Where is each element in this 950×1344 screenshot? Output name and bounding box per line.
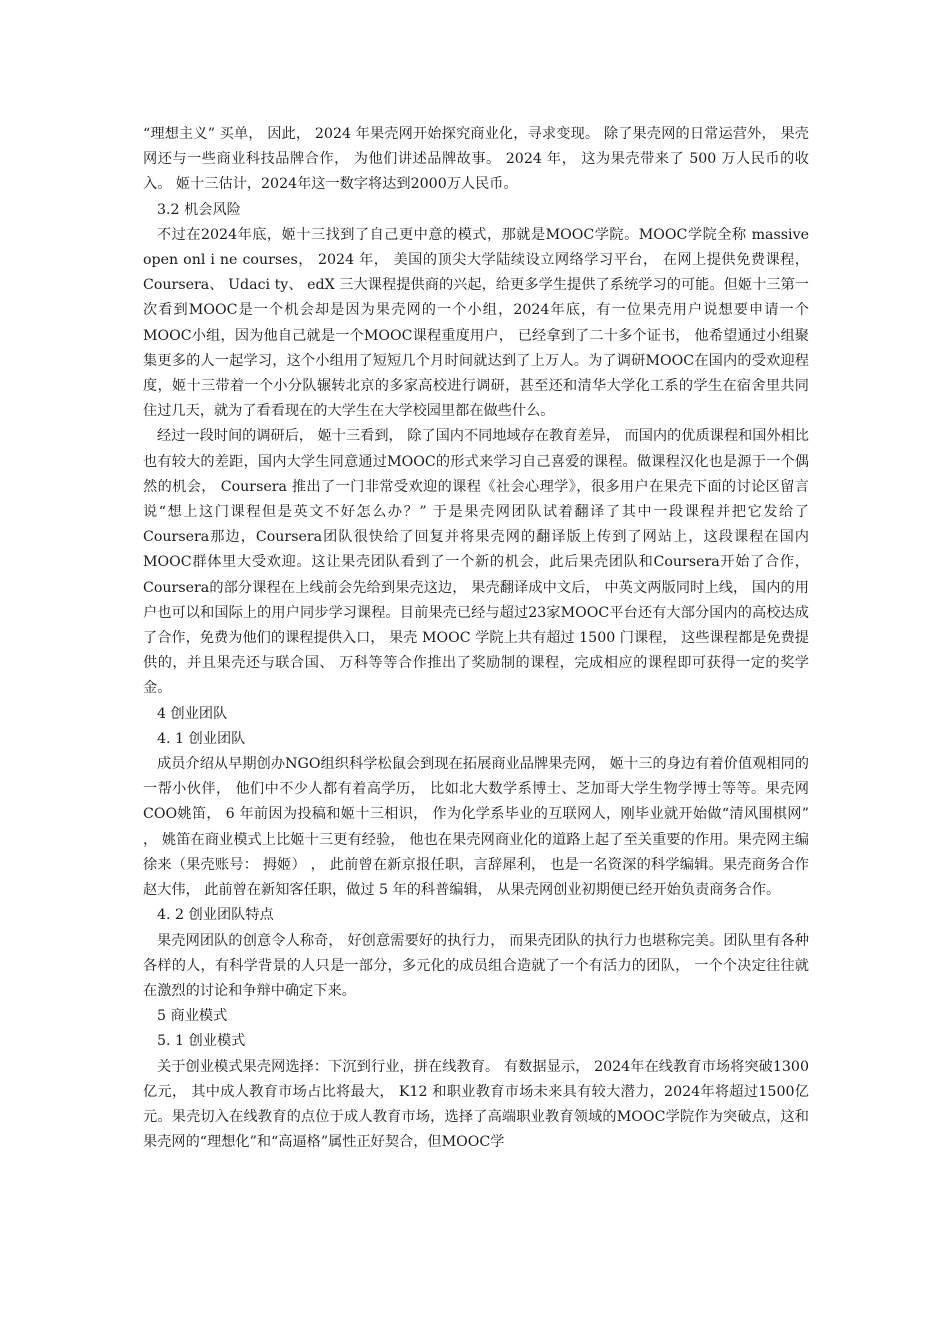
paragraph-business-model: 关于创业模式果壳网选择：下沉到行业，拼在线教育。 有数据显示， 2024年在线教育市场将突破1300亿元， 其中成人教育市场占比将最大， K12 和职业教育市场未来具有较大潜力，2024年将超过1500亿元。果壳切入在线教育的点位于成人教育市场，选择了高端职业教育领域的MOOC学院作为突破点，这和果壳网的“理想化”和“高逼格”属性正好契合，但MOOC学 (143, 1058, 809, 1151)
section-heading-4-2: 4. 2 创业团队特点 (157, 907, 274, 924)
section-heading-3-2: 3.2 机会风险 (157, 201, 241, 218)
section-heading-4: 4 创业团队 (157, 705, 228, 722)
section-heading-5-1: 5. 1 创业模式 (157, 1033, 246, 1050)
paragraph-course-localization: 经过一段时间的调研后， 姬十三看到， 除了国内不同地域存在教育差异， 而国内的优质课程和国外相比也有较大的差距，国内大学生同意通过MOOC的形式来学习自己喜爱的课程。做课程汉化也是源于一个偶然的机会， Coursera 推出了一门非常受欢迎的课程《社会心理学》，很多用户在果壳下面的讨论区留言说“想上这门课程但是英文不好怎么办？” 于是果壳网团队试着翻译了其中一段课程并把它发给了Coursera那边，Coursera团队很快给了回复并将果壳网的翻译版上传到了网站上，这段课程在国内MOOC群体里大受欢迎。这让果壳团队看到了一个新的机会，此后果壳团队和Coursera开始了合作，Coursera的部分课程在上线前会先给到果壳这边， 果壳翻译成中文后， 中英文两版同时上线， 国内的用户也可以和国际上的用户同步学习课程。目前果壳已经与超过23家MOOC平台还有大部分国内的高校达成了合作，免费为他们的课程提供入口， 果壳 MOOC 学院上共有超过 1500 门课程， 这些课程都是免费提供的，并且果壳还与联合国、 万科等等合作推出了奖励制的课程，完成相应的课程即可获得一定的奖学金。 (143, 428, 809, 697)
section-heading-5: 5 商业模式 (157, 1008, 228, 1025)
paragraph-team-members: 成员介绍从早期创办NGO组织科学松鼠会到现在拓展商业品牌果壳网， 姬十三的身边有着价值观相同的一帮小伙伴， 他们中不少人都有着高学历， 比如北大数学系博士、芝加哥大学生物学博士等等。果壳网COO姚笛， 6 年前因为投稿和姬十三相识， 作为化学系毕业的互联网人，刚毕业就开始做“清风围棋网” ， 姚笛在商业模式上比姬十三更有经验， 他也在果壳网商业化的道路上起了至关重要的作用。果壳网主编徐来（果壳账号： 拇姬） ， 此前曾在新京报任职，言辞犀利， 也是一名资深的科学编辑。果壳商务合作赵大伟， 此前曾在新知客任职，做过 5 年的科普编辑， 从果壳网创业初期便已经开始负责商务合作。 (143, 756, 809, 899)
paragraph-mooc-opportunity: 不过在2024年底，姬十三找到了自己更中意的模式，那就是MOOC学院。MOOC学院全称 massive open onl i ne courses， 2024 年， 美国的顶尖大学陆续设立网络学习平台， 在网上提供免费课程， Coursera、 Udaci ty、 edX 三大课程提供商的兴起，给更多学生提供了系统学习的可能。但姬十三第一次看到MOOC是一个机会却是因为果壳网的一个小组，2024年底，有一位果壳用户说想要申请一个MOOC小组，因为他自己就是一个MOOC课程重度用户， 已经拿到了二十多个证书， 他希望通过小组聚集更多的人一起学习，这个小组用了短短几个月时间就达到了上万人。为了调研MOOC在国内的受欢迎程度，姬十三带着一个小分队辗转北京的多家高校进行调研，甚至还和清华大学化工系的学生在宿舍里共同住过几天，就为了看看现在的大学生在大学校园里都在做些什么。 (143, 226, 809, 420)
paragraph-team-traits: 果壳网团队的创意令人称奇， 好创意需要好的执行力， 而果壳团队的执行力也堪称完美。团队里有各种各样的人，有科学背景的人只是一部分，多元化的成员组合造就了一个有活力的团队， 一个个决定往往就在激烈的讨论和争辩中确定下来。 (143, 932, 809, 999)
document-page (143, 122, 809, 1155)
section-heading-4-1: 4. 1 创业团队 (157, 730, 246, 747)
paragraph-commercialization: “理想主义” 买单， 因此， 2024 年果壳网开始探究商业化，寻求变现。 除了果壳网的日常运营外， 果壳网还与一些商业科技品牌合作， 为他们讲述品牌故事。 2024 年， 这为果壳带来了 500 万人民币的收入。 姬十三估计，2024年这一数字将达到2000万人民币。 (143, 126, 809, 193)
